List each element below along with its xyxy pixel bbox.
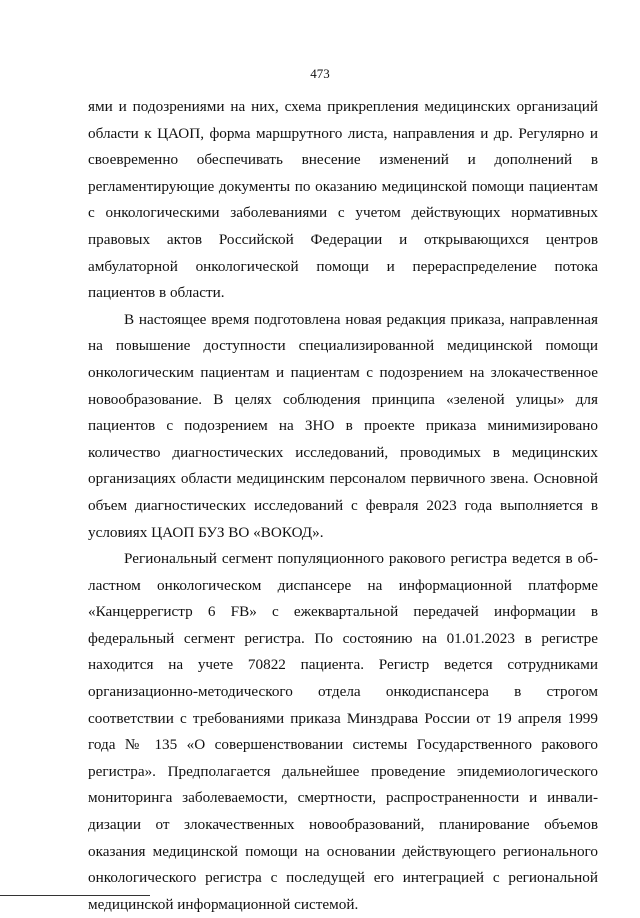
footnote-rule — [0, 895, 150, 896]
paragraph-3: Региональный сегмент популяционного ракового регистра ведется в областном онкологическом диспансере на информационной платформе «Канцеррегистр 6 FB» с ежеквартальной передачей информации в федеральный сегмент регистра. По состоянию на 01.01.2023 в регистре находится на учете 70822 пациента. Регистр ведется сотрудниками организационно-методического отдела онкодиспансера в строгом соответствии с требованиями приказа Минздрава России от 19 апреля 1999 года № 135 «О совершенствовании системы Государственного ракового регистра». Предполагается дальнейшее проведение эпидемиологического мониторинга заболеваемости, смертности, распространенности и инвалидизации от злокачественных новообразований, планирование объемов оказания медицинской помощи на основании действующего регионального онкологического регистра с последущей его интеграцией с региональной медицинской информационной системой. — [88, 550, 598, 913]
body-text — [88, 94, 598, 918]
page-number: 473 — [310, 66, 330, 81]
paragraph-1: ями и подозрениями на них, схема прикрепления медицинских организаций области к ЦАОП, форма маршрутного листа, направления и др. Регулярно и своевременно обеспечивать внесение изменений и дополнений в регламентирующие документы по оказанию медицинской помощи пациентам с онкологическими заболеваниями с учетом действующих нормативных правовых актов Российской Федерации и открывающихся центров амбулаторной онкологической помощи и перераспределение потока пациентов в области. — [88, 98, 598, 302]
paragraph-2: В настоящее время подготовлена новая редакция приказа, направленная на повышение доступности специализированной медицинской помощи онкологическим пациентам и пациентам с подозрением на злокачественное новообразование. В целях соблюдения принципа «зеленой улицы» для пациентов с подозрением на ЗНО в проекте приказа минимизировано количество диагностических исследований, проводимых в медицинских организациях области медицинским персоналом первичного звена. Основной объем диагностических исследований с февраля 2023 года выполняется в условиях ЦАОП БУЗ ВО «ВОКОД». — [88, 310, 598, 541]
